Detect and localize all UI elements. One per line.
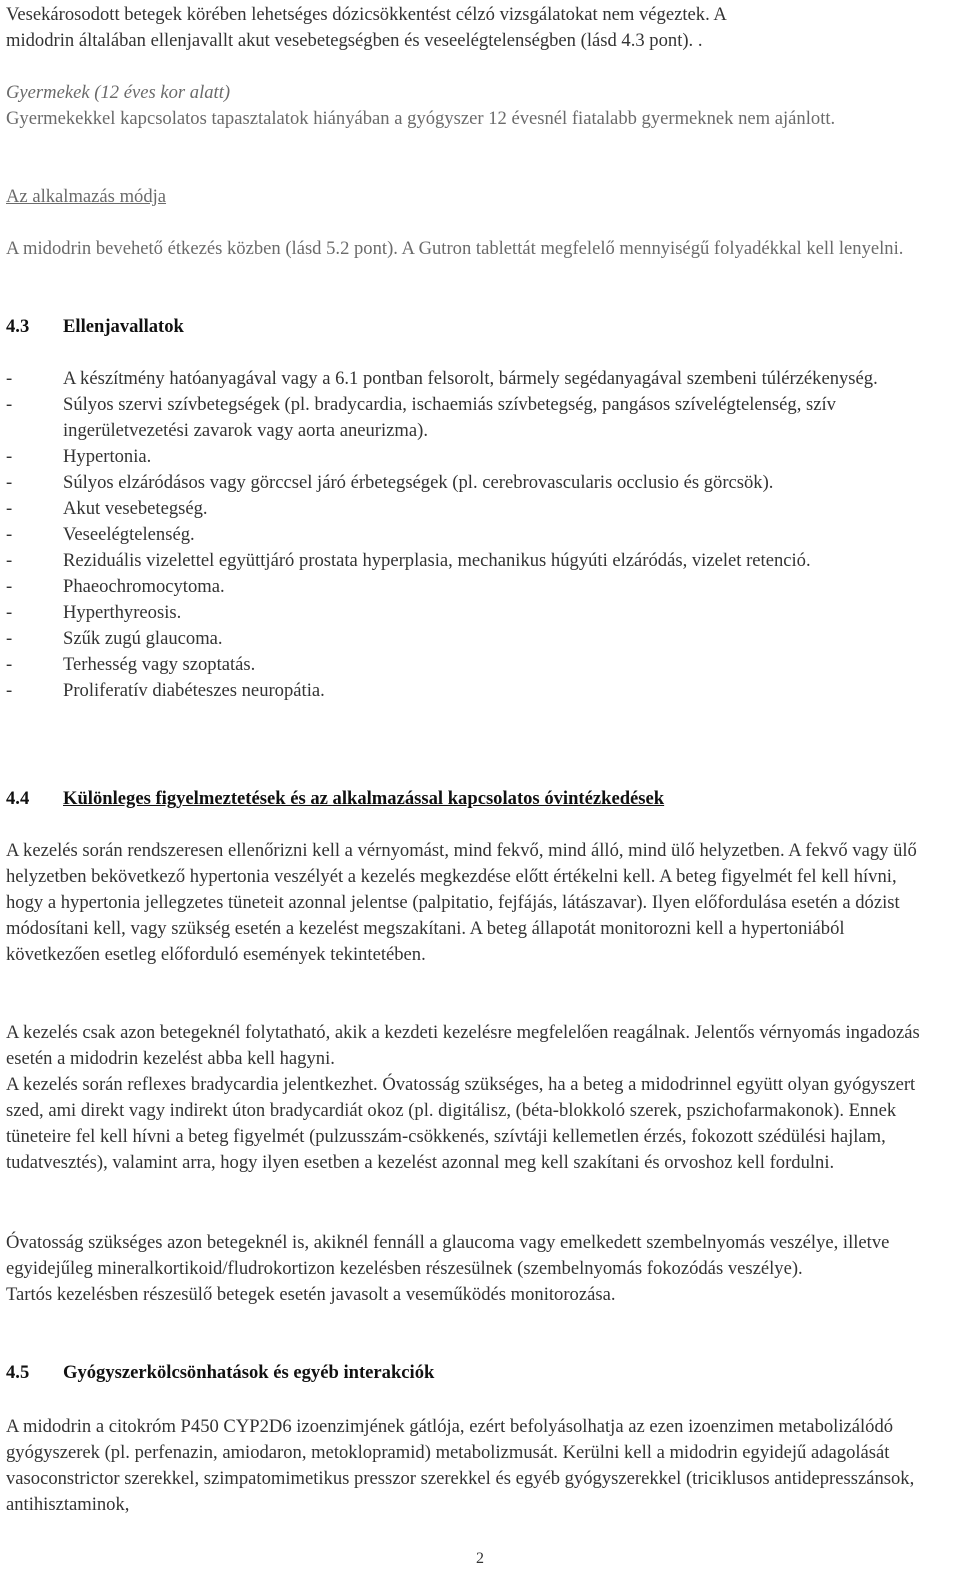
dash: - xyxy=(6,498,13,519)
dash: - xyxy=(6,576,13,597)
section-4-4-number: 4.4 xyxy=(6,788,30,809)
dash: - xyxy=(6,472,13,493)
dash: - xyxy=(6,654,13,675)
administration-text-block xyxy=(6,236,906,262)
section-4-5-paragraph-1: A midodrin a citokróm P450 CYP2D6 izoenzimjének gátlója, ezért befolyásolhatja az ezen izoenzimen metabolizálódó gyógyszerek (pl. perfenazin, amiodaron, metoklopramid) metabolizmusát. Kerülni kell a midodrin egyidejű adagolását vasoconstrictor szerekkel, szimpatomimetikus presszor szerekkel és egyéb gyógyszerekkel (triciklusos antidepresszánsok, antihisztaminok, xyxy=(6,1416,915,1515)
list-item: - Súlyos elzáródásos vagy görccsel járó érbetegségek (pl. cerebrovascularis occlusio és görcsök). xyxy=(6,470,954,496)
dash: - xyxy=(6,628,13,649)
section-4-4-p2-block xyxy=(6,1020,951,1176)
section-4-4-paragraph-2: A kezelés csak azon betegeknél folytatható, akik a kezdeti kezelésre megfelelően reagálnak. Jelentős vérnyomás ingadozás esetén a midodrin kezelést abba kell hagyni. xyxy=(6,1022,920,1069)
list-item: - Hyperthyreosis. xyxy=(6,600,954,626)
dash: - xyxy=(6,680,13,701)
section-4-3-title: Ellenjavallatok xyxy=(63,316,184,337)
dash: - xyxy=(6,446,13,467)
administration-heading: Az alkalmazás módja xyxy=(6,186,167,207)
list-item: - Súlyos szervi szívbetegségek (pl. bradycardia, ischaemiás szívbetegség, pangásos szívelégtelenség, szív ingerületvezetési zavarok vagy aorta aneurizma). xyxy=(6,394,836,441)
section-4-4-p4-block xyxy=(6,1230,954,1308)
section-4-4-title: Különleges figyelmeztetések és az alkalmazással kapcsolatos óvintézkedések xyxy=(63,788,665,809)
list-item: - A készítmény hatóanyagával vagy a 6.1 pontban felsorolt, bármely segédanyagával szembeni túlérzékenység. xyxy=(6,366,954,392)
list-item: - Terhesség vagy szoptatás. xyxy=(6,652,954,678)
children-block xyxy=(6,80,954,132)
section-4-4-paragraph-3: A kezelés során reflexes bradycardia jelentkezhet. Óvatosság szükséges, ha a beteg a midodrinnel együtt olyan gyógyszert szed, ami direkt vagy indirekt úton bradycardiát okoz (pl. digitálisz, (béta-blokkoló szerek, pszichofarmakonok). Ennek tüneteire fel kell hívni a beteg figyelmét (pulzusszám-csökkenés, szívtáji kellemetlen érzés, fokozott szédülési hajlam, tudatvesztés), valamint arra, hogy ilyen esetben a kezelést azonnal meg kell szakítani és orvoshoz kell fordulni. xyxy=(6,1074,916,1173)
section-4-4-paragraph-5: Tartós kezelésben részesülő betegek esetén javasolt a veseműködés monitorozása. xyxy=(6,1284,616,1305)
list-item: - Hypertonia. xyxy=(6,444,954,470)
intro-line-2: midodrin általában ellenjavallt akut vesebetegségben és veseelégtelenségben (lásd 4.3 pont). . xyxy=(6,30,703,51)
section-4-5-heading xyxy=(6,1360,954,1386)
section-4-5-number: 4.5 xyxy=(6,1362,30,1383)
section-4-4-heading xyxy=(6,786,954,812)
children-heading: Gyermekek (12 éves kor alatt) xyxy=(6,82,231,103)
list-item: - Szűk zugú glaucoma. xyxy=(6,626,954,652)
section-4-3-number: 4.3 xyxy=(6,316,30,337)
section-4-3-heading xyxy=(6,314,954,340)
dash: - xyxy=(6,602,13,623)
administration-text: A midodrin bevehető étkezés közben (lásd 5.2 pont). A Gutron tablettát megfelelő mennyiségű folyadékkal kell lenyelni. xyxy=(6,238,904,259)
section-4-5-title: Gyógyszerkölcsönhatások és egyéb interakciók xyxy=(63,1362,435,1383)
intro-block xyxy=(6,2,954,54)
dash: - xyxy=(6,550,13,571)
list-item: - Akut vesebetegség. xyxy=(6,496,954,522)
section-4-4-p1-block xyxy=(6,838,918,968)
list-item: - Proliferatív diabéteszes neuropátia. xyxy=(6,678,954,704)
children-text: Gyermekekkel kapcsolatos tapasztalatok hiányában a gyógyszer 12 évesnél fiatalabb gyermeknek nem ajánlott. xyxy=(6,108,836,129)
list-item: - Phaeochromocytoma. xyxy=(6,574,954,600)
intro-line-1: Vesekárosodott betegek körében lehetséges dózicsökkentést célzó vizsgálatokat nem végeztek. A xyxy=(6,4,727,25)
page-number: 2 xyxy=(476,1550,484,1567)
section-4-5-p1-block xyxy=(6,1414,954,1518)
administration-block xyxy=(6,184,954,210)
dash: - xyxy=(6,524,13,545)
section-4-4-paragraph-4: Óvatosság szükséges azon betegeknél is, akiknél fennáll a glaucoma vagy emelkedett szembelnyomás veszélye, illetve egyidejűleg mineralkortikoid/fludrokortizon kezelésben részesülnek (szembelnyomás fokozódás veszélye). xyxy=(6,1232,890,1279)
list-item: - Veseelégtelenség. xyxy=(6,522,954,548)
section-4-4-paragraph-1: A kezelés során rendszeresen ellenőrizni kell a vérnyomást, mind fekvő, mind álló, mind ülő helyzetben. A fekvő vagy ülő helyzetben bekövetkező hypertonia veszélyét a kezelés megkezdése előtt értékelni kell. A beteg figyelmét fel kell hívni, hogy a hypertonia jellegzetes tüneteit azonnal jelentse (palpitatio, fejfájás, látászavar). Ilyen előfordulása esetén a dózist módosítani kell, vagy szükség esetén a kezelést megszakítani. A beteg állapotát monitorozni kell a hypertoniából következően esetleg előforduló események tekintetében. xyxy=(6,840,917,965)
dash: - xyxy=(6,394,13,415)
list-item: - Reziduális vizelettel együttjáró prostata hyperplasia, mechanikus húgyúti elzáródás, vizelet retenció. xyxy=(6,548,954,574)
contraindications-list xyxy=(6,366,954,704)
dash: - xyxy=(6,368,13,389)
